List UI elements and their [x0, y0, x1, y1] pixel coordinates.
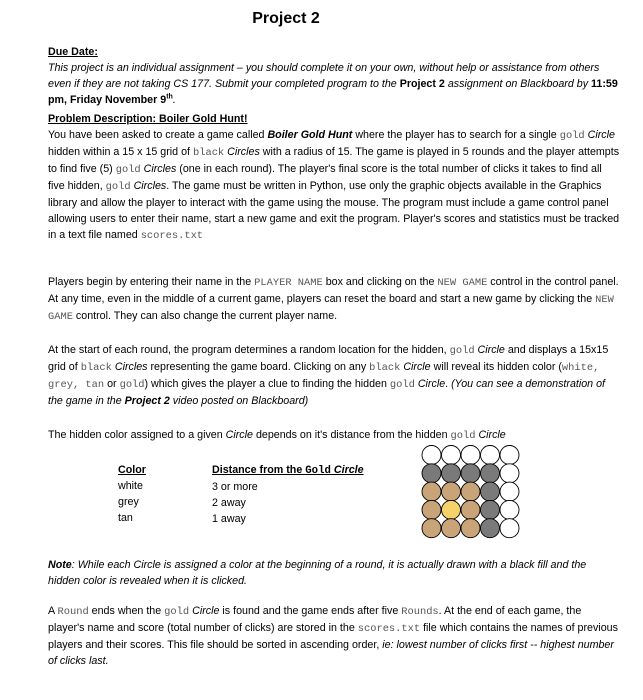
- term-circles: Circles: [133, 180, 167, 192]
- distance-cell: 2 away: [212, 497, 246, 509]
- deadline-sup: th: [166, 93, 173, 101]
- round-text: .: [445, 378, 452, 390]
- end-text: A: [48, 605, 58, 617]
- color-cell: grey: [118, 496, 139, 508]
- distance-header-code: Gold: [305, 465, 331, 477]
- desc-text: hidden within a 15 x 15 grid of: [48, 146, 193, 158]
- grid-circle-grey: [481, 464, 500, 483]
- code-black: black: [192, 147, 225, 159]
- grid-circle-white: [500, 482, 519, 501]
- due-date-section: [48, 44, 620, 108]
- distance-column: [212, 462, 364, 527]
- grid-circle-white: [461, 446, 480, 465]
- problem-description-section: [48, 111, 620, 244]
- due-text: This project is an individual assignment – you should complete it on your own, without help or assistance from others even if they are not taking CS 177. Submit your completed program to the: [48, 62, 600, 90]
- code-gold: gold: [450, 430, 476, 442]
- color-cell: tan: [118, 512, 133, 524]
- grid-circle-gold: [442, 500, 461, 519]
- players-text: Players begin by entering their name in the: [48, 276, 255, 288]
- code-scores-file: scores.txt: [357, 623, 421, 635]
- grid-circle-grey: [461, 464, 480, 483]
- project-name: Project 2: [399, 78, 445, 90]
- term-circle: Circle: [403, 361, 431, 373]
- term-circles: Circles: [143, 163, 177, 175]
- distance-cell: 3 or more: [212, 481, 258, 493]
- color-column: [118, 462, 146, 526]
- code-black: black: [369, 362, 401, 374]
- players-section: [48, 274, 620, 325]
- note-section: [48, 557, 620, 589]
- hidden-text: The hidden color assigned to a given: [48, 429, 226, 441]
- code-black: black: [80, 362, 112, 374]
- grid-circle-white: [500, 519, 519, 538]
- desc-text: with a radius of 15. The game is played in 5 rounds and the player attempts to find five (5): [48, 146, 620, 175]
- term-circles: Circles: [227, 146, 260, 158]
- code-colors: white, grey, tan: [48, 362, 600, 391]
- desc-text: where the player has to search for a single: [352, 129, 560, 141]
- code-new-game: NEW GAME: [48, 294, 614, 323]
- round-text: and displays a 15x15 grid of: [48, 344, 609, 373]
- players-text: control in the control panel. At any time, even in the middle of a current game, players can reset the board and start a new game by clicking the: [48, 276, 619, 305]
- circle-grid-illustration: [421, 445, 527, 540]
- term-circle: Circle: [417, 378, 446, 390]
- round-text: ) which gives the player a clue to finding the hidden: [144, 378, 390, 390]
- code-gold: gold: [105, 181, 131, 193]
- grid-circle-white: [442, 446, 461, 465]
- grid-circle-white: [500, 446, 519, 465]
- code-scores-file: scores.txt: [140, 230, 204, 242]
- due-date-heading: Due Date:: [48, 46, 98, 58]
- grid-circle-grey: [422, 464, 441, 483]
- grid-circle-grey: [481, 519, 500, 538]
- round-text: or: [104, 378, 120, 390]
- code-gold: gold: [164, 606, 190, 618]
- end-text: file which contains the names of previous players and their scores. This file should be sorted in ascending order,: [48, 622, 618, 651]
- end-text: . At the end of each game, the player's name and score (total number of clicks) are stored in the: [48, 605, 582, 634]
- round-text: will reveal its hidden color (: [430, 361, 562, 373]
- grid-circle-tan: [422, 519, 441, 538]
- term-circle: Circle: [478, 429, 506, 441]
- desc-text: . The game must be written in Python, use only the graphic objects available in the Graphics library and allow the player to interact with the game using the mouse. The program must include a game control panel allowing users to enter their name, start a new game and exit the program. Player's scores and statistics must be tracked in a text file named: [48, 180, 620, 241]
- grid-circle-white: [500, 464, 519, 483]
- distance-header: [212, 462, 364, 479]
- distance-header-text: Distance from the: [212, 464, 306, 476]
- hidden-text: depends on it's distance from the hidden: [252, 429, 451, 441]
- term-circles: Circles: [114, 361, 148, 373]
- code-rounds: Rounds: [401, 606, 439, 618]
- grid-circle-tan: [461, 500, 480, 519]
- demo-text: video posted on Blackboard): [169, 395, 309, 407]
- code-new-game: NEW GAME: [437, 277, 488, 289]
- sort-order-text: ie: lowest number of clicks first -- highest number of clicks last.: [48, 639, 614, 667]
- players-text: box and clicking on the: [322, 276, 438, 288]
- grid-circle-tan: [461, 482, 480, 501]
- grid-circle-grey: [442, 464, 461, 483]
- grid-circle-white: [500, 500, 519, 519]
- desc-text: (one in each round). The player's final score is the total number of clicks it takes to find all five hidden,: [48, 163, 602, 192]
- grid-circle-tan: [422, 482, 441, 501]
- game-name: Boiler Gold Hunt: [267, 129, 353, 141]
- deadline-text: 11:59 pm, Friday November 9: [48, 78, 618, 106]
- grid-circle-tan: [461, 519, 480, 538]
- grid-circle-tan: [442, 519, 461, 538]
- due-text-3: .: [172, 94, 176, 106]
- grid-circle-white: [422, 446, 441, 465]
- demo-text: (You can see a demonstration of the game in the: [48, 378, 606, 407]
- code-gold: gold: [389, 379, 415, 391]
- players-text: control. They can also change the current player name.: [72, 310, 338, 322]
- code-player-name: PLAYER NAME: [254, 277, 323, 289]
- color-header: Color: [118, 464, 146, 476]
- note-text: : While each Circle is assigned a color at the beginning of a round, it is actually drawn with a black fill and the hidden color is revealed when it is clicked.: [48, 559, 587, 587]
- grid-circle-tan: [422, 500, 441, 519]
- end-text: is found and the game ends after five: [219, 605, 402, 617]
- grid-circle-white: [481, 446, 500, 465]
- round-text: At the start of each round, the program determines a random location for the hidden,: [48, 344, 450, 356]
- term-circle: Circle: [225, 429, 253, 441]
- end-text: ends when the: [88, 605, 165, 617]
- grid-circle-grey: [481, 500, 500, 519]
- code-gold: gold: [119, 379, 145, 391]
- round-text: representing the game board. Clicking on any: [147, 361, 370, 373]
- term-circle: Circle: [477, 344, 505, 356]
- code-gold: gold: [449, 345, 475, 357]
- page-title: Project 2: [252, 10, 320, 27]
- desc-text: You have been asked to create a game called: [48, 129, 268, 141]
- distance-cell: 1 away: [212, 513, 246, 525]
- round-start-section: [48, 342, 620, 409]
- hidden-color-section: [48, 427, 620, 444]
- code-gold: gold: [115, 164, 141, 176]
- color-cell: white: [118, 480, 143, 492]
- code-round: Round: [57, 606, 89, 618]
- note-label: Note: [48, 559, 72, 571]
- code-gold: gold: [559, 130, 585, 142]
- term-circle: Circle: [192, 605, 220, 617]
- round-end-section: [48, 603, 620, 669]
- grid-circle-tan: [442, 482, 461, 501]
- due-text-2: assignment on Blackboard by: [444, 78, 592, 90]
- distance-header-circle: Circle: [330, 464, 364, 476]
- term-circle: Circle: [587, 129, 615, 141]
- problem-heading: Problem Description: Boiler Gold Hunt!: [48, 113, 248, 125]
- demo-project: Project 2: [124, 395, 170, 407]
- grid-circle-grey: [481, 482, 500, 501]
